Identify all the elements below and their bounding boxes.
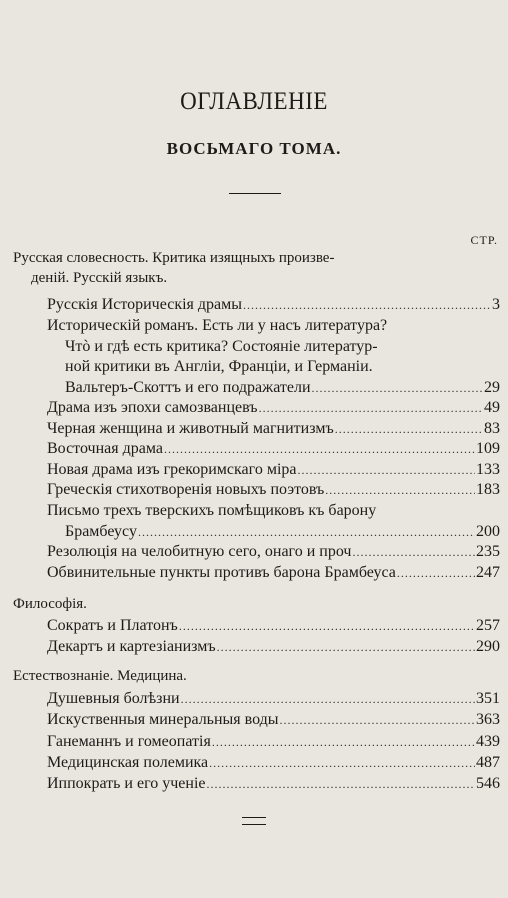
leader-dots bbox=[181, 689, 475, 710]
leader-dots bbox=[179, 616, 475, 637]
entry-title: Обвинительные пункты противъ барона Брамбеуса bbox=[47, 564, 396, 581]
entry-title: Новая драма изъ грекоримскаго міра bbox=[47, 461, 297, 478]
entry-title: Ганеманнъ и гомеопатія bbox=[47, 733, 211, 750]
leader-dots bbox=[297, 460, 475, 481]
entry-title: Черная женщина и животный магнитизмъ bbox=[47, 420, 334, 437]
entry-page: 29 bbox=[484, 378, 500, 396]
entry-page: 200 bbox=[476, 522, 500, 540]
leader-dots bbox=[280, 710, 475, 731]
entry-page: 363 bbox=[476, 711, 500, 728]
entry-page: 546 bbox=[476, 775, 500, 792]
page-subtitle: ВОСЬМАГО ТОМА. bbox=[166, 139, 342, 158]
entry-title: Чтò и гдѣ есть критика? Состояніе литератур- bbox=[65, 337, 378, 355]
section-heading-literature bbox=[13, 248, 458, 288]
toc-entry[interactable] bbox=[47, 419, 500, 440]
entry-page: 183 bbox=[476, 481, 500, 498]
leader-dots bbox=[352, 542, 475, 563]
toc-entry[interactable] bbox=[47, 710, 500, 731]
entry-title: Восточная драма bbox=[47, 440, 163, 457]
entry-page: 290 bbox=[476, 638, 500, 655]
leader-dots bbox=[397, 563, 475, 584]
entry-title: Декартъ и картезіанизмъ bbox=[47, 638, 216, 655]
leader-dots bbox=[138, 522, 475, 543]
toc-entry[interactable] bbox=[47, 480, 500, 501]
entry-page: 487 bbox=[476, 754, 500, 771]
leader-dots bbox=[312, 378, 483, 399]
entry-page: 247 bbox=[476, 564, 500, 581]
section-heading-line: Философія. bbox=[13, 596, 87, 612]
entry-page: 109 bbox=[476, 440, 500, 457]
toc-entry[interactable] bbox=[47, 501, 500, 542]
toc-entry[interactable] bbox=[47, 616, 500, 637]
toc-entry[interactable] bbox=[47, 295, 500, 316]
section-heading-natural-science bbox=[13, 666, 458, 686]
leader-dots bbox=[259, 398, 483, 419]
entry-title: Письмо трехъ тверскихъ помѣщиковъ къ барону bbox=[47, 502, 377, 519]
toc-entry[interactable] bbox=[47, 542, 500, 563]
entry-title: Вальтеръ-Скоттъ и его подражатели bbox=[65, 378, 311, 396]
ornamental-rule-bottom bbox=[242, 817, 266, 825]
entry-title: Резолюція на челобитную сего, онаго и проч bbox=[47, 543, 352, 560]
section-heading-line: деній. Русскій языкъ. bbox=[31, 270, 168, 286]
toc-entry[interactable] bbox=[47, 398, 500, 419]
entry-page: 3 bbox=[492, 296, 500, 313]
entry-title: Искуственныя минеральныя воды bbox=[47, 711, 279, 728]
toc-entry[interactable] bbox=[47, 460, 500, 481]
toc-entry[interactable] bbox=[47, 563, 500, 584]
entry-title: Иппократь и его ученіе bbox=[47, 775, 206, 792]
entry-page: 439 bbox=[476, 733, 500, 750]
leader-dots bbox=[209, 753, 475, 774]
toc-entry[interactable] bbox=[47, 774, 500, 795]
toc-entry[interactable] bbox=[47, 732, 500, 753]
page-title: ОГЛАВЛЕНІЕ bbox=[180, 86, 328, 115]
entry-title: Драма изъ эпохи самозванцевъ bbox=[47, 399, 258, 416]
entry-page: 257 bbox=[476, 617, 500, 634]
entry-page: 235 bbox=[476, 543, 500, 560]
section-heading-line: Естествознаніе. Медицина. bbox=[13, 668, 187, 684]
entry-title: Историческій романъ. Есть ли у насъ литература? bbox=[47, 317, 388, 334]
leader-dots bbox=[335, 419, 483, 440]
leader-dots bbox=[243, 295, 491, 316]
toc-entry[interactable] bbox=[47, 637, 500, 658]
entry-page: 49 bbox=[484, 399, 500, 416]
entry-page: 83 bbox=[484, 420, 500, 437]
entry-title: Медицинская полемика bbox=[47, 754, 209, 771]
section-heading-philosophy bbox=[13, 594, 458, 614]
leader-dots bbox=[217, 637, 475, 658]
entry-title: Греческія стихотворенія новыхъ поэтовъ bbox=[47, 481, 325, 498]
leader-dots bbox=[212, 732, 475, 753]
entry-page: 351 bbox=[476, 690, 500, 707]
entry-title: Брамбеусу bbox=[65, 522, 137, 540]
toc-entry[interactable] bbox=[47, 689, 500, 710]
toc-entry[interactable] bbox=[47, 753, 500, 774]
page-column-label: СТР. bbox=[470, 233, 498, 247]
entry-title: Душевныя болѣзни bbox=[47, 690, 180, 707]
entry-page: 133 bbox=[476, 461, 500, 478]
leader-dots bbox=[325, 480, 475, 501]
entry-title: Русскія Историческія драмы bbox=[47, 296, 243, 313]
ornamental-rule-top bbox=[229, 193, 281, 194]
entry-title: Сократъ и Платонъ bbox=[47, 617, 178, 634]
leader-dots bbox=[207, 774, 475, 795]
leader-dots bbox=[164, 439, 475, 460]
section-heading-line: Русская словесность. Критика изящныхъ произве- bbox=[13, 250, 335, 266]
entry-title: ной критики въ Англіи, Франціи, и Германіи. bbox=[65, 358, 373, 375]
toc-entry[interactable] bbox=[47, 316, 500, 398]
toc-entry[interactable] bbox=[47, 439, 500, 460]
